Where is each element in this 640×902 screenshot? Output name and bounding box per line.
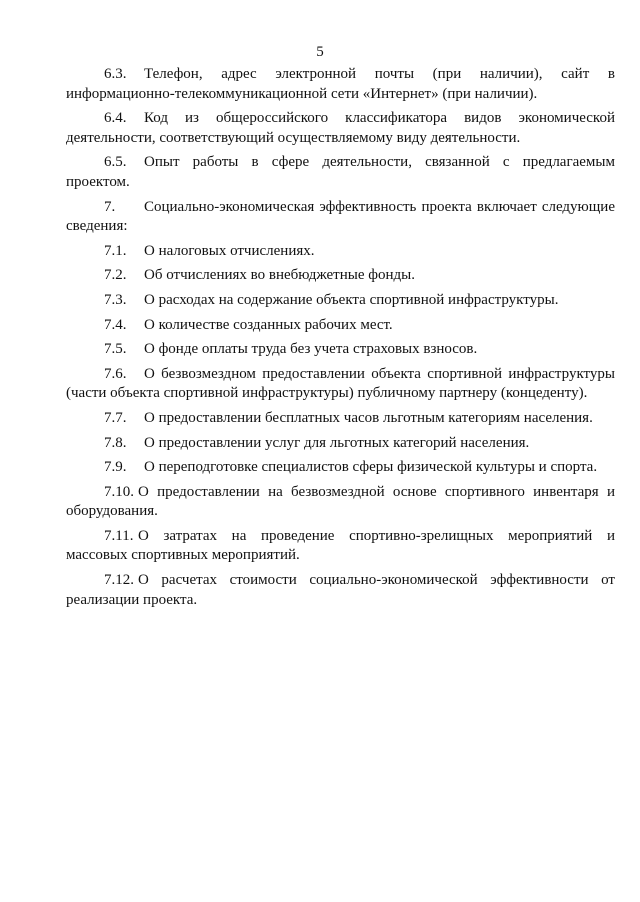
item-text: О предоставлении на безвозмездной основе спортивного инвентаря и оборудования. bbox=[66, 483, 615, 520]
item-number: 7.12. bbox=[104, 572, 134, 589]
list-item-7-5 bbox=[66, 340, 615, 360]
item-number: 7.10. bbox=[104, 483, 134, 500]
item-text: О переподготовке специалистов сферы физической культуры и спорта. bbox=[144, 459, 598, 476]
item-number: 6.3. bbox=[104, 66, 127, 82]
list-item-7-6 bbox=[66, 365, 615, 404]
item-text: О безвозмездном предоставлении объекта спортивной инфраструктуры (части объекта спортивной инфраструктуры) публичному партнеру (концеденту). bbox=[66, 365, 615, 402]
item-text: Социально-экономическая эффективность проекта включает следующие сведения: bbox=[66, 198, 615, 235]
item-number: 7. bbox=[104, 198, 116, 215]
page-number: 5 bbox=[316, 44, 324, 60]
item-number: 7.8. bbox=[104, 434, 127, 451]
item-text: Код из общероссийского классификатора видов экономической деятельности, соответствующий осуществляемому виду деятельности. bbox=[66, 110, 615, 146]
item-number: 7.6. bbox=[104, 365, 127, 382]
list-item-6-5 bbox=[66, 153, 615, 192]
document-body bbox=[66, 65, 615, 610]
list-item-6-4 bbox=[66, 109, 615, 148]
list-item-7-12 bbox=[66, 571, 615, 610]
list-item-6-3 bbox=[66, 65, 615, 104]
item-text: Об отчислениях во внебюджетные фонды. bbox=[144, 267, 415, 284]
item-text: Опыт работы в сфере деятельности, связанной с предлагаемым проектом. bbox=[66, 154, 615, 190]
item-number: 7.5. bbox=[104, 341, 127, 358]
item-text: О расчетах стоимости социально-экономической эффективности от реализации проекта. bbox=[66, 572, 615, 608]
list-item-7-1 bbox=[66, 242, 615, 262]
item-number: 6.4. bbox=[104, 110, 127, 127]
item-text: О налоговых отчислениях. bbox=[144, 242, 315, 259]
list-item-7-4 bbox=[66, 316, 615, 336]
item-number: 7.11. bbox=[104, 527, 134, 544]
item-text: О количестве созданных рабочих мест. bbox=[144, 316, 393, 333]
list-item-7-3 bbox=[66, 291, 615, 311]
item-number: 7.3. bbox=[104, 291, 127, 308]
item-number: 7.7. bbox=[104, 409, 127, 426]
item-text: О предоставлении услуг для льготных категорий населения. bbox=[144, 434, 530, 451]
list-item-7-2 bbox=[66, 266, 615, 286]
item-number: 7.1. bbox=[104, 242, 127, 259]
item-text: О предоставлении бесплатных часов льготным категориям населения. bbox=[144, 409, 593, 426]
list-item-7-7 bbox=[66, 409, 615, 429]
list-item-7-10 bbox=[66, 483, 615, 522]
item-number: 7.9. bbox=[104, 459, 127, 476]
item-text: Телефон, адрес электронной почты (при наличии), сайт в информационно-телекоммуникационной сети «Интернет» (при наличии). bbox=[66, 66, 615, 102]
list-item-7-11 bbox=[66, 527, 615, 566]
list-item-7-9 bbox=[66, 458, 615, 478]
item-number: 7.2. bbox=[104, 267, 127, 284]
list-item-7 bbox=[66, 198, 615, 237]
item-number: 7.4. bbox=[104, 316, 127, 333]
item-text: О фонде оплаты труда без учета страховых взносов. bbox=[144, 341, 478, 358]
item-text: О затратах на проведение спортивно-зрелищных мероприятий и массовых спортивных мероприятий. bbox=[66, 527, 615, 564]
list-item-7-8 bbox=[66, 434, 615, 454]
item-text: О расходах на содержание объекта спортивной инфраструктуры. bbox=[144, 291, 559, 308]
item-number: 6.5. bbox=[104, 154, 127, 171]
